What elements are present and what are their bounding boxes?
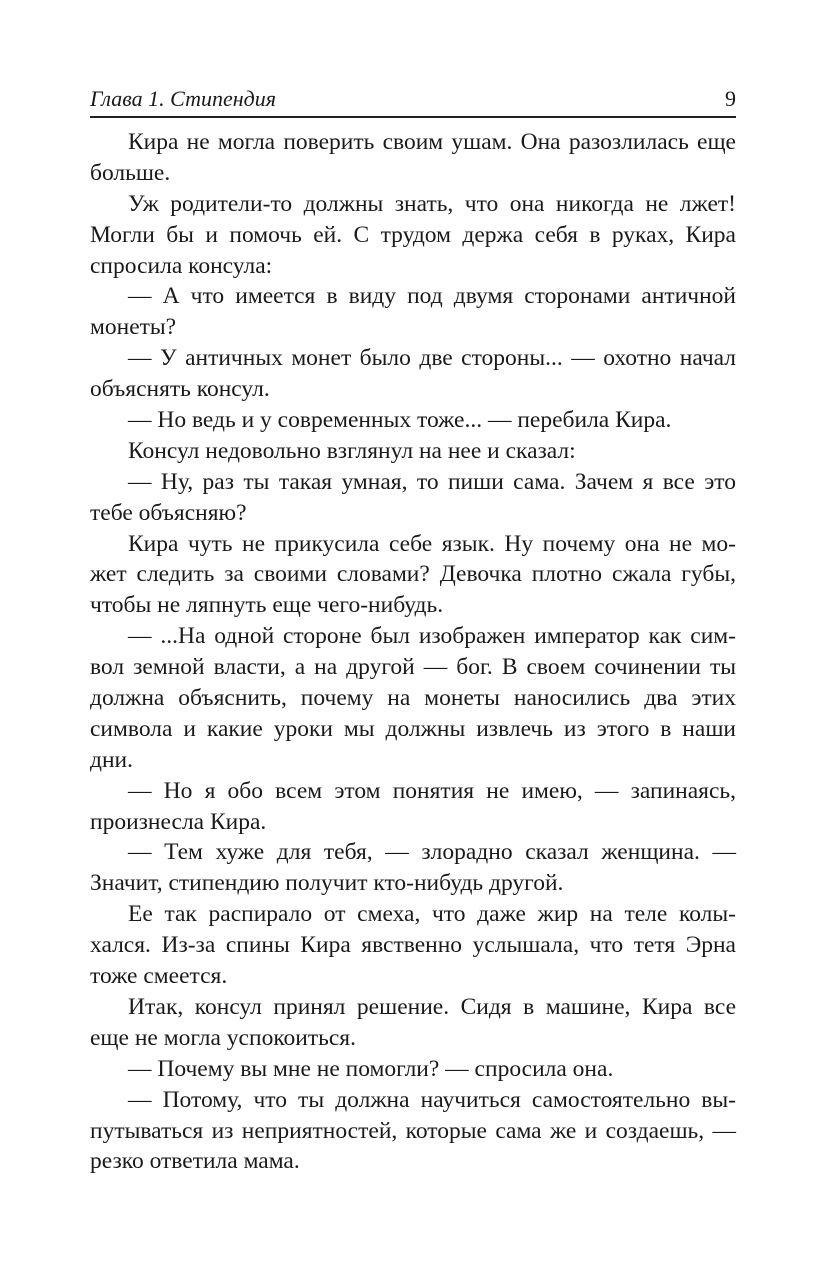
- text-line: — Ну, раз ты такая умная, то пиши сама. Зачем я все это: [128, 468, 736, 495]
- text-line: Консул недовольно взглянул на нее и сказал:: [128, 437, 576, 464]
- text-line: тоже смеется.: [90, 963, 228, 990]
- text-line: должна объяснить, почему на монеты наносились два этих: [90, 685, 736, 712]
- text-line: тебе объясняю?: [90, 499, 247, 526]
- page-number: 9: [725, 86, 736, 111]
- text-line: путываться из неприятностей, которые сама же и создаешь, —: [90, 1117, 736, 1144]
- text-line: хался. Из-за спины Кира явственно услышала, что тетя Эрна: [90, 932, 736, 959]
- text-line: резко ответила мама.: [90, 1148, 300, 1175]
- text-line: Кира не могла поверить своим ушам. Она разозлилась еще: [128, 129, 736, 155]
- text-line: — Но ведь и у современных тоже... — перебила Кира.: [128, 407, 672, 434]
- text-line: Кира чуть не прикусила себе язык. Ну почему она не мо-: [128, 530, 736, 557]
- text-line: вол земной власти, а на другой — бог. В своем сочинении ты: [90, 654, 736, 681]
- text-line: произнесла Кира.: [90, 808, 267, 835]
- text-line: монеты?: [90, 314, 177, 341]
- text-line: символа и какие уроки мы должны извлечь из этого в наши: [90, 715, 736, 742]
- text-line: Могли бы и помочь ей. С трудом держа себя в руках, Кира: [90, 221, 736, 248]
- text-line: — ...На одной стороне был изображен император как сим-: [128, 623, 736, 650]
- body-text: [90, 127, 736, 1177]
- text-line: — А что имеется в виду под двумя сторонами античной: [128, 283, 736, 310]
- text-line: Ее так распирало от смеха, что даже жир на теле колы-: [128, 901, 736, 928]
- text-line: Значит, стипендию получит кто-нибудь другой.: [90, 870, 564, 897]
- text-line: Итак, консул принял решение. Сидя в машине, Кира все: [128, 993, 736, 1020]
- text-line: объяснять консул.: [90, 376, 270, 403]
- text-line: Уж родители-то должны знать, что она никогда не лжет!: [128, 190, 736, 217]
- text-line: спросила консула:: [90, 252, 273, 279]
- running-header: [90, 84, 736, 118]
- text-line: — Но я обо всем этом понятия не имею, — запинаясь,: [128, 777, 736, 804]
- text-line: жет следить за своими словами? Девочка плотно сжала губы,: [90, 561, 736, 588]
- text-line: — Потому, что ты должна научиться самостоятельно вы-: [128, 1086, 736, 1113]
- text-line: чтобы не ляпнуть еще чего-нибудь.: [90, 592, 444, 619]
- text-line: — Почему вы мне не помогли? — спросила она.: [128, 1055, 614, 1082]
- text-line: больше.: [90, 159, 171, 186]
- text-line: еще не могла успокоиться.: [90, 1024, 356, 1051]
- text-line: — У античных монет было две стороны... — охотно начал: [128, 345, 736, 372]
- text-line: дни.: [90, 746, 133, 773]
- text-line: — Тем хуже для тебя, — злорадно сказал женщина. —: [128, 839, 736, 866]
- chapter-title: Глава 1. Стипендия: [90, 86, 277, 111]
